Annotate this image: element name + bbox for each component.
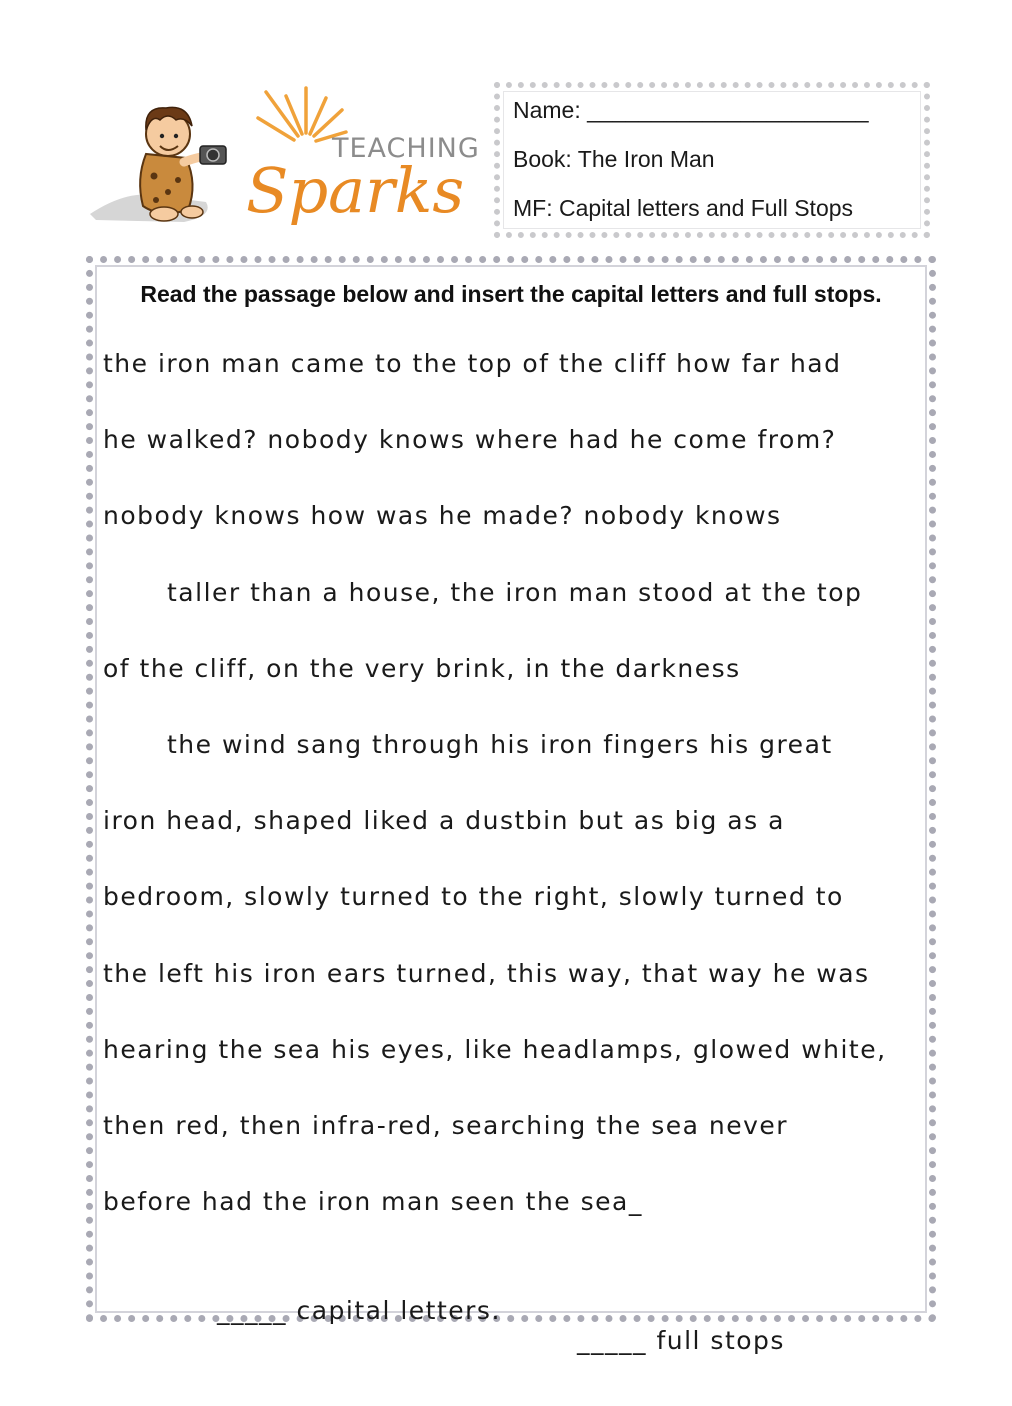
capital-letters-count[interactable]: _____ capital letters. xyxy=(217,1296,501,1325)
passage-box xyxy=(86,256,936,1355)
caveman-with-camera-icon xyxy=(140,107,226,221)
passage-line: bedroom, slowly turned to the right, slowly turned to xyxy=(103,882,844,912)
full-stops-count[interactable]: _____ full stops xyxy=(577,1326,785,1355)
passage-line: before had the iron man seen the sea_ xyxy=(103,1187,643,1217)
name-field[interactable]: Name: ______________________ xyxy=(513,97,869,123)
passage-line: nobody knows how was he made? nobody knows xyxy=(103,501,782,531)
logo-graphic xyxy=(88,84,480,234)
instruction-heading: Read the passage below and insert the capital letters and full stops. xyxy=(140,281,882,307)
logo-teaching-text: TEACHING xyxy=(332,133,480,164)
passage-line: he walked? nobody knows where had he come from? xyxy=(103,425,837,455)
passage-line: of the cliff, on the very brink, in the darkness xyxy=(103,653,741,683)
student-info-box xyxy=(494,82,930,238)
passage-line: the iron man came to the top of the cliff how far had xyxy=(103,349,842,378)
answer-tally xyxy=(93,1266,929,1386)
teaching-sparks-logo xyxy=(88,84,480,234)
passage-line: iron head, shaped liked a dustbin but as big as a xyxy=(103,806,785,836)
book-title: Book: The Iron Man xyxy=(513,146,715,172)
logo-sparks-text: Sparks xyxy=(246,154,465,227)
passage-text xyxy=(103,349,923,1263)
focus-line: MF: Capital letters and Full Stops xyxy=(513,195,854,221)
passage-line: hearing the sea his eyes, like headlamps, glowed white, xyxy=(103,1034,887,1064)
passage-line: then red, then infra-red, searching the sea never xyxy=(103,1110,789,1140)
passage-line: the wind sang through his iron fingers his great xyxy=(167,729,833,759)
passage-line: the left his iron ears turned, this way, that way he was xyxy=(103,958,870,988)
passage-line: taller than a house, the iron man stood at the top xyxy=(167,577,863,607)
